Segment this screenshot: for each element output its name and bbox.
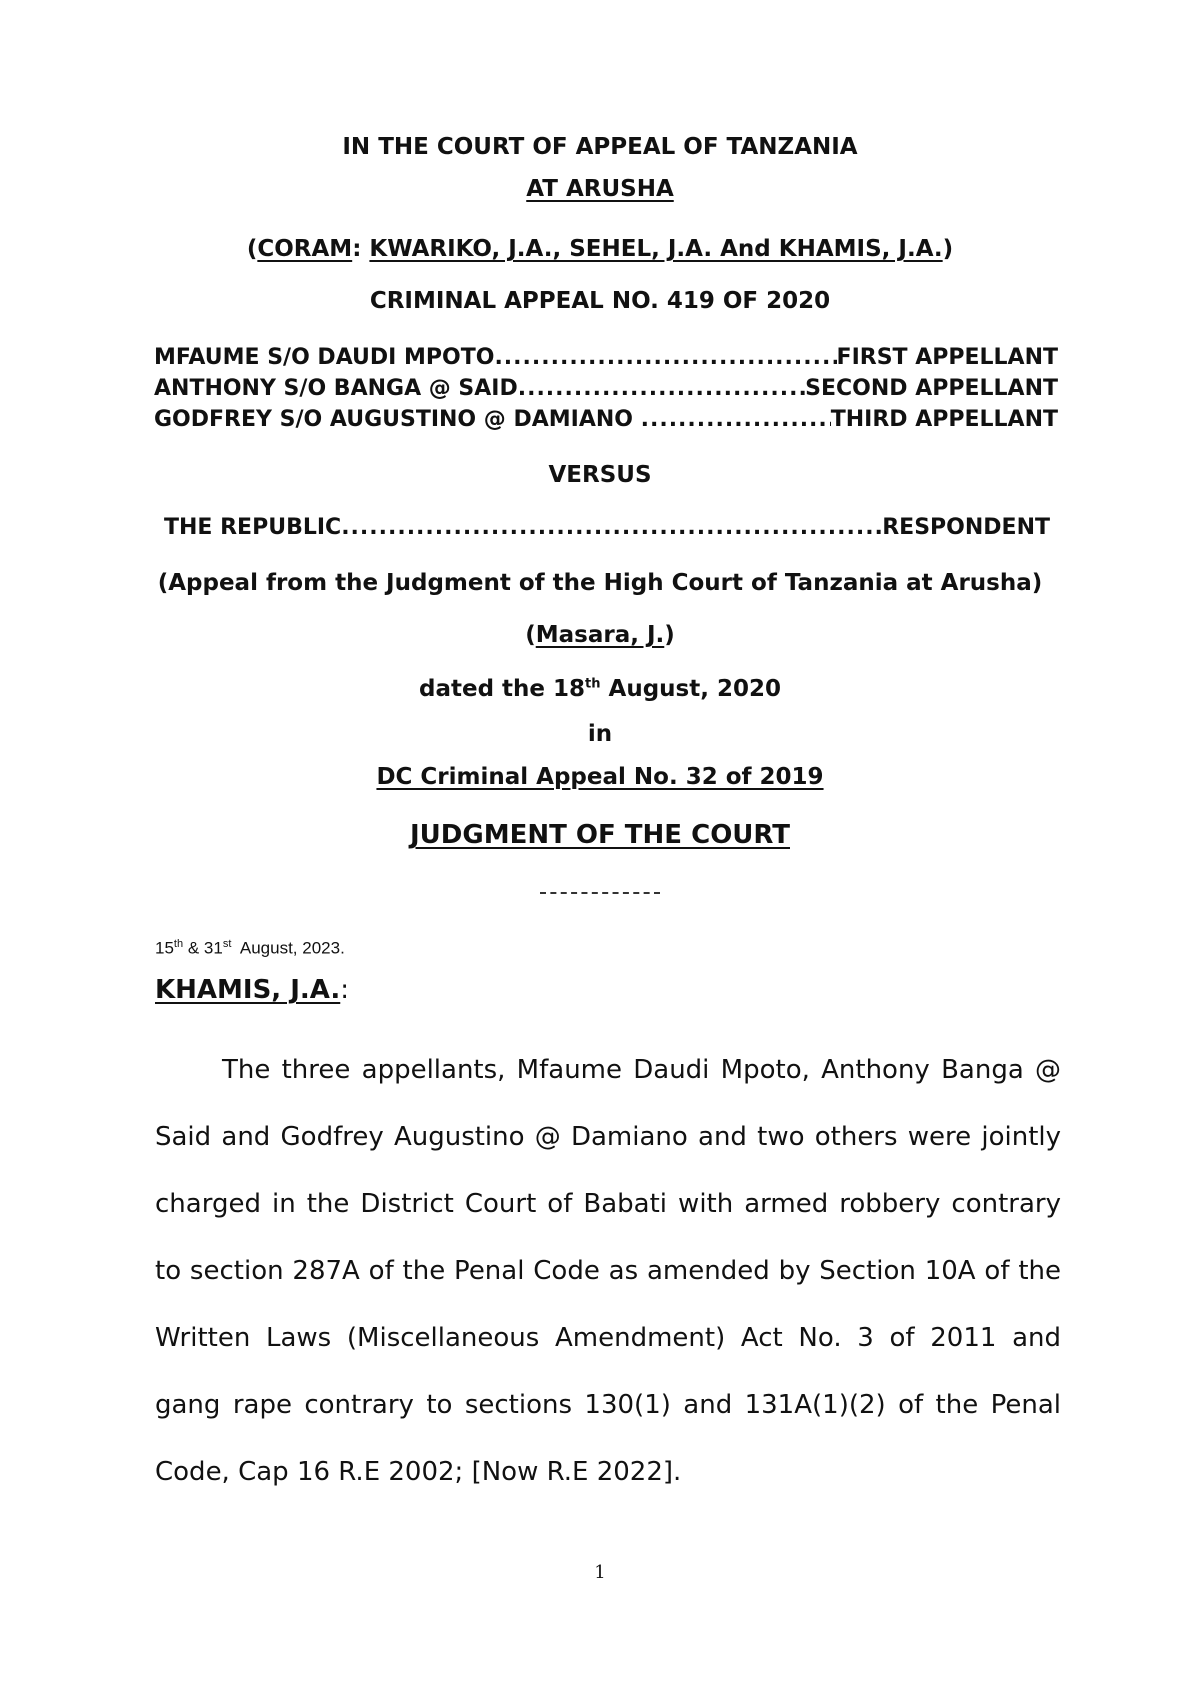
coram-judges: KWARIKO, J.A., SEHEL, J.A. And KHAMIS, J.A. xyxy=(369,236,943,262)
coram-line xyxy=(0,236,1200,262)
court-location-text: AT ARUSHA xyxy=(526,176,674,202)
appellant-row xyxy=(154,345,1058,370)
dated-prefix: dated the 18 xyxy=(419,676,586,702)
case-number: CRIMINAL APPEAL NO. 419 OF 2020 xyxy=(369,288,831,314)
date-month-year: August, 2023. xyxy=(231,938,345,958)
judgment-author xyxy=(155,975,349,1005)
in-label: in xyxy=(587,721,613,747)
coram-label: CORAM xyxy=(257,236,353,262)
party-name: ANTHONY S/O BANGA @ SAID xyxy=(154,376,518,401)
court-location xyxy=(0,176,1200,202)
dated-suffix: August, 2020 xyxy=(600,676,781,702)
party-role: RESPONDENT xyxy=(882,515,1050,540)
party-name: MFAUME S/O DAUDI MPOTO xyxy=(154,345,495,370)
party-role: THIRD APPELLANT xyxy=(830,407,1058,432)
appellant-row xyxy=(154,376,1058,401)
judgment-paragraph: The three appellants, Mfaume Daudi Mpoto, Anthony Banga @ Said and Godfrey Augustino @ Damiano and two others were jointly charged in the District Court of Babati with armed robbery contrary to section 287A of the Penal Code as amended by Section 10A of the Written Laws (Miscellaneous Amendment) Act No. 3 of 2011 and gang rape contrary to sections 130(1) and 131A(1)(2) of the Penal Code, Cap 16 R.E 2002; [Now R.E 2022]. xyxy=(155,1055,1061,1487)
leader-dots xyxy=(641,407,831,432)
coram-separator: : xyxy=(352,236,370,262)
divider xyxy=(540,892,660,894)
date-b: & 31 xyxy=(183,938,223,958)
party-name: THE REPUBLIC xyxy=(164,515,342,540)
lower-case-line xyxy=(0,764,1200,790)
party-name: GODFREY S/O AUGUSTINO @ DAMIANO xyxy=(154,407,641,432)
court-title: IN THE COURT OF APPEAL OF TANZANIA xyxy=(342,134,858,160)
dated-line xyxy=(0,676,1200,702)
lower-case-number: DC Criminal Appeal No. 32 of 2019 xyxy=(376,764,824,790)
leader-dots xyxy=(341,515,882,540)
respondent-row xyxy=(164,515,1050,540)
lower-court-judge xyxy=(0,622,1200,648)
judge-name: Masara, J. xyxy=(535,622,665,648)
appeal-source: (Appeal from the Judgment of the High Court of Tanzania at Arusha) xyxy=(157,570,1043,596)
dated-superscript: th xyxy=(585,676,601,692)
date-a: 15 xyxy=(155,938,174,958)
party-role: FIRST APPELLANT xyxy=(836,345,1058,370)
page-number: 1 xyxy=(594,1562,606,1583)
party-role: SECOND APPELLANT xyxy=(805,376,1058,401)
judge-close-paren: ) xyxy=(664,622,675,648)
author-colon: : xyxy=(340,975,350,1005)
leader-dots xyxy=(494,345,836,370)
appellant-row xyxy=(154,407,1058,432)
coram-close-paren: ) xyxy=(942,236,954,262)
hearing-dates xyxy=(155,938,345,959)
date-a-superscript: th xyxy=(173,938,184,950)
leader-dots xyxy=(518,376,805,401)
judgment-heading: JUDGMENT OF THE COURT xyxy=(410,820,790,850)
judgment-heading-line xyxy=(0,820,1200,850)
coram-open-paren: ( xyxy=(246,236,258,262)
author-name: KHAMIS, J.A. xyxy=(155,975,341,1005)
judge-open-paren: ( xyxy=(525,622,536,648)
versus-label: VERSUS xyxy=(548,462,652,488)
date-b-superscript: st xyxy=(222,938,232,950)
